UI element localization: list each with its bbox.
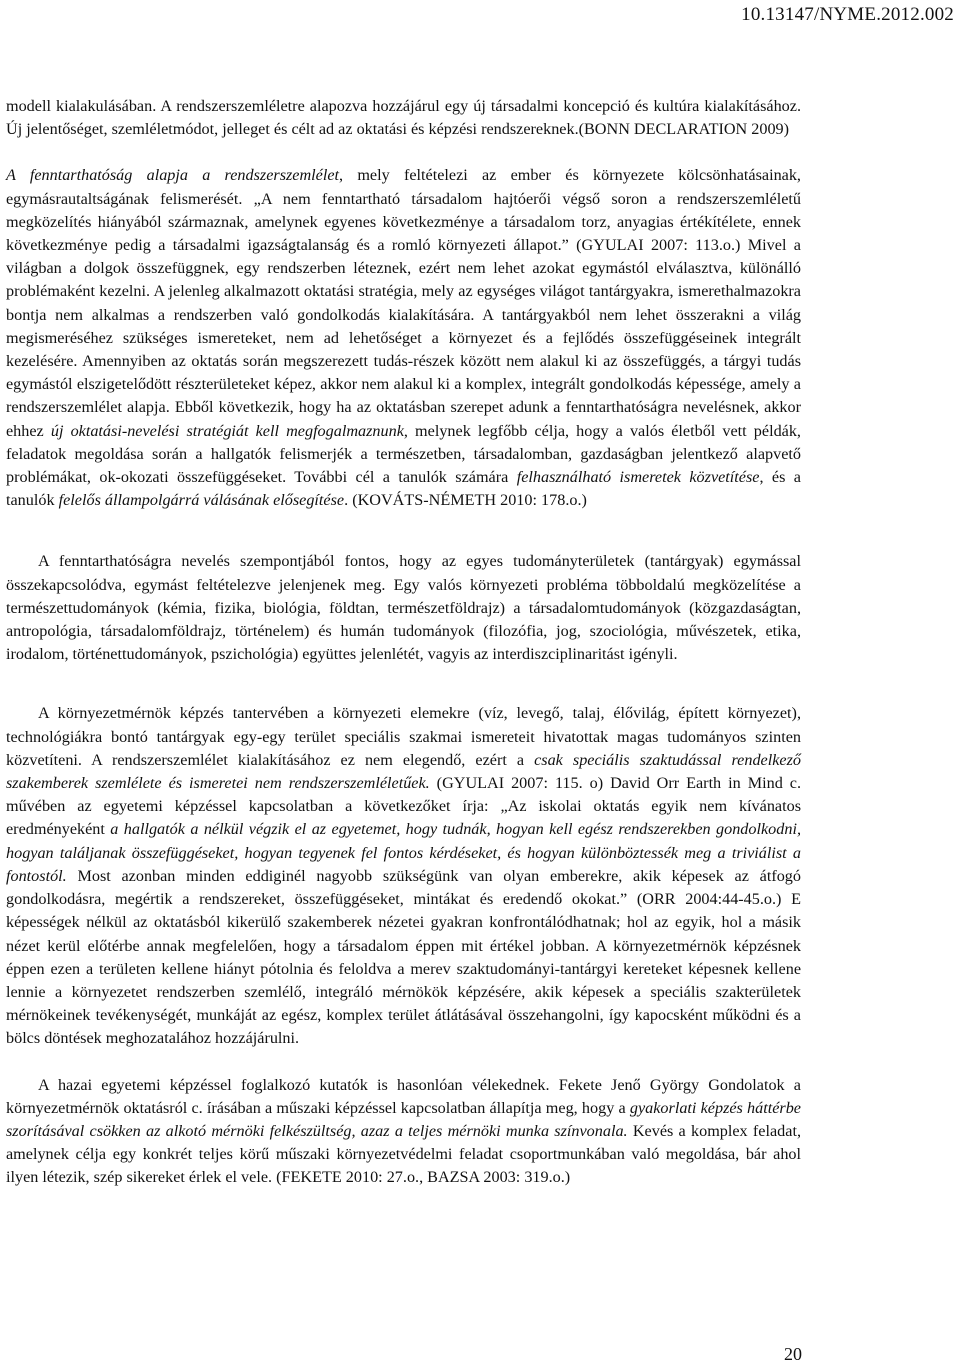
text-run: Kevés a komplex feladat, amelynek célja egy konkrét teljes körű műszaki környezetvédelmi feladat csoportmunkában való megoldása, bár ahol ilyen létezik, szép sikereket érlek el vele. (FEKETE 2010: 27.o., BAZSA 2003: 319.o.)	[6, 1121, 801, 1187]
text-run: , melynek legfőbb célja, hogy a valós életből vett példák, feladatok megoldása során a hallgatók felismerjék a természetben, társadalomban, gazdaságban jelentkező alapvető problémákat, ok-okozati összefüggéseket. További cél a tanulók számára	[6, 421, 801, 487]
paragraph-4	[6, 702, 801, 1050]
text-run: (GYULAI 2007: 115. o) David Orr Earth in Mind c. művében az egyetemi képzéssel kapcsolatban a következőket írja: „Az iskolai oktatás egyik nem kívánatos eredményeként	[6, 774, 801, 839]
italic-text-run: felelős állampolgárrá válásának elősegítése	[58, 491, 345, 510]
italic-text-run: gyakorlati képzés háttérbe szorításával csökken az alkotó mérnöki felkészültség, azaz a teljes mérnöki munka színvonala.	[6, 1098, 801, 1140]
text-run: . (KOVÁTS-NÉMETH 2010: 178.o.)	[344, 491, 587, 510]
italic-text-run: felhasználható ismeretek közvetítése	[516, 468, 760, 487]
document-body	[6, 95, 801, 1190]
text-run: A fenntarthatóságra nevelés szempontjából fontos, hogy az egyes tudományterületek (tantárgyak) egymással összekapcsolódva, egymást feltételezve jelenjenek meg. Egy valós környezeti probléma többoldalú megközelítése a természettudományok (kémia, fizika, biológia, földtan, természetföldrajz) a társadalomtudományok (közgazdaságtan, antropológia, társadalomföldrajz, történelem) és humán tudományok (filozófia, jog, szociológia, művészetek, etika, irodalom, történettudományok, pszichológia) együttes jelenlétét, vagyis az interdiszciplinaritást igényli.	[6, 552, 801, 664]
italic-text-run: csak speciális szaktudással rendelkező szakemberek szemlélete és ismeretei nem rendszerszemléletűek.	[6, 750, 801, 793]
text-run: A hazai egyetemi képzéssel foglalkozó kutatók is hasonlóan vélekednek. Fekete Jenő György Gondolatok a környezetmérnök oktatásról c. írásában a műszaki képzéssel kapcsolatban állapítja meg, hogy a	[6, 1075, 801, 1117]
text-run: , és a tanulók	[6, 468, 801, 510]
italic-text-run: a hallgatók a nélkül végzik el az egyetemet, hogy tudnák, hogyan kell egész rendszerekben gondolkodni, hogyan találjanak összefüggéseket, hogyan tegyenek fel fontos kérdéseket, és hogyan különböztessék meg a triviálist a fontostól.	[6, 820, 802, 885]
text-run: A környezetmérnök képzés tantervében a környezeti elemekre (víz, levegő, talaj, élővilág, épített környezet), technológiákra bontó tantárgyak egy-egy terület speciális szakmai ismereteit hivatottak magas tudományos szinten közvetíteni. A rendszerszemlélet kialakításához ez nem elegendő, ezért a	[6, 704, 801, 769]
paragraph-3	[6, 550, 801, 666]
italic-text-run: új oktatási-nevelési stratégiát kell megfogalmaznunk	[50, 421, 404, 440]
text-run: Most azonban minden eddiginél nagyobb szükségünk van olyan emberekre, akik képesek az átfogó gondolkodásra, megértik a rendszereket, összefüggéseket, mintákat és eredendő okokat.” (ORR 2004:44-45.o.) E képességek nélkül az oktatásból kikerülő szakemberek nézetei gyakran konfrontálódhatnak; hol az egyik, hol a másik nézet kerül előtérbe annak megfelelően, hogy a társadalom éppen mit értékel jobban. A környezetmérnök képzésnek éppen ezen a területen kellene hiányt pótolnia és feloldva a merev szaktudományi-tantárgyi kereteket képesnek kellene lennie a környezetet rendszerben szemlélő, integráló mérnökök képzésére, akik képesek a speciális szakterületek mérnökeinek tevékenységét, munkáját az egész, komplex terület átlátásával összehangolni, így kapocsként működni és a bölcs döntések meghozatalához hozzájárulni.	[6, 866, 801, 1048]
paragraph-2	[6, 164, 801, 512]
text-run: , mely feltételezi az ember és környezete kölcsönhatásainak, egymásrautaltságának felismerését. „A nem fenntartható társadalom hajtóerői végső soron a rendszerszemléletű megközelítés hiányából származnak, amelynek egyenes következménye a társadalom torz, anyagias értékítélete, ennek következménye pedig a társadalmi igazságtalanság és a romló környezeti állapot.” (GYULAI 2007: 113.o.) Mivel a világban a dolgok összefüggnek, egy rendszerben léteznek, ezért nem lehet azokat egymástól elválasztva, különálló problémaként kezelni. A jelenleg alkalmazott oktatási stratégia, mely az egységes világot tantárgyakra, ismerethalmazokra bontja nem alkalmas a rendszerben való gondolkodás kialakítására. A tantárgyakból nem lehet összerakni a világ megismeréséhez szükséges ismereteket, nem ad lehetőséget a környezet és a fejlődés összefüggéseinek integrált kezelésére. Amennyiben az oktatás során megszerezett tudás-részek között nem alakul ki az összefüggés, a tárgyi tudás egymástól elszigetelődött részterületeket képez, akkor nem alakul ki a komplex, integrált gondolkodás képessége, amely a rendszerszemlélet alapja. Ebből következik, hogy ha az oktatásban szerepet adunk a fenntarthatóságra nevelésnek, akkor ehhez	[6, 166, 801, 440]
paragraph-1	[6, 95, 801, 141]
page-number: 20	[784, 1344, 802, 1364]
paragraph-5	[6, 1074, 801, 1190]
doi-header: 10.13147/NYME.2012.002	[741, 4, 954, 25]
text-run: modell kialakulásában. A rendszerszemléletre alapozva hozzájárul egy új társadalmi koncepció és kultúra kialakításához. Új jelentőséget, szemléletmódot, jelleget és célt ad az oktatási és képzési rendszereknek.(BONN DECLARATION 2009)	[6, 97, 801, 139]
italic-text-run: A fenntarthatóság alapja a rendszerszemlélet	[6, 166, 340, 185]
